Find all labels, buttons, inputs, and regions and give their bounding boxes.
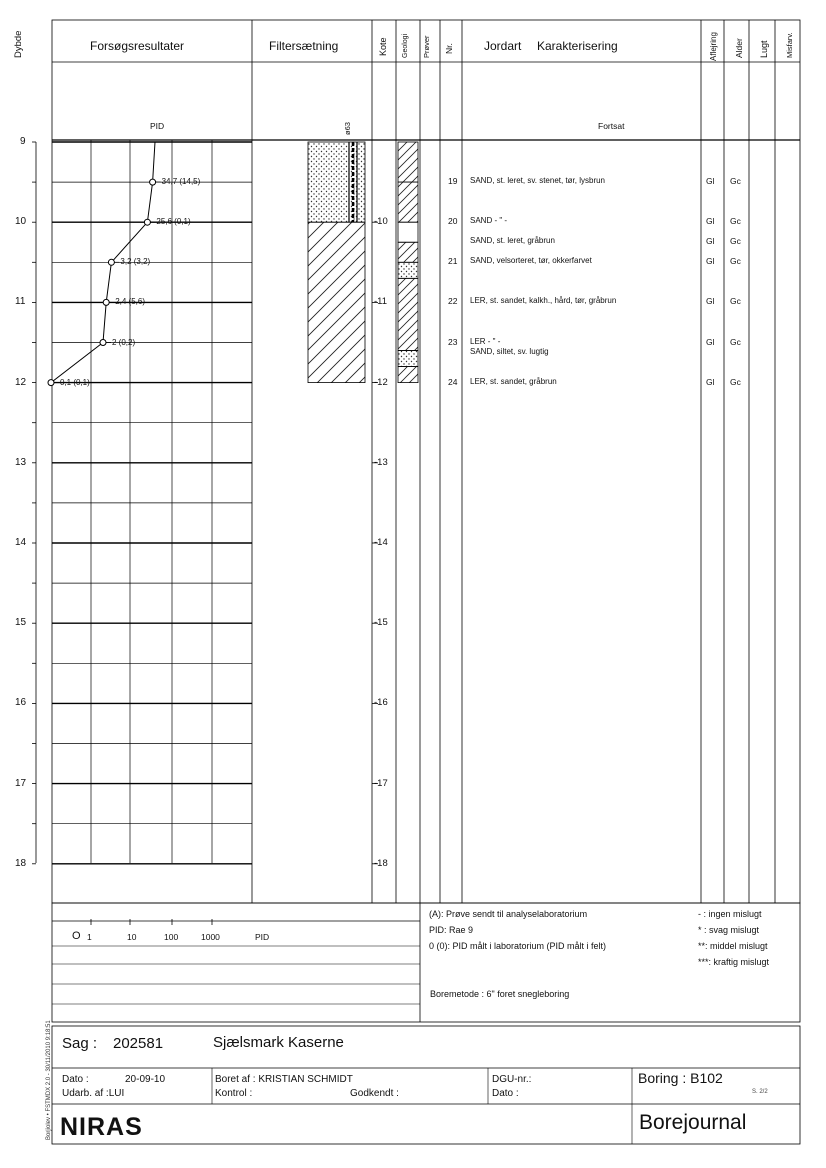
sample-aflejring: Gl	[706, 236, 715, 247]
legend-lugt-2: **: middel mislugt	[698, 941, 768, 951]
godkendt: Godkendt :	[350, 1088, 399, 1099]
kote-label: -10	[374, 216, 388, 228]
udarbejdet-af: Udarb. af :LUI	[62, 1088, 125, 1099]
dgu-nr: DGU-nr.:	[492, 1074, 532, 1085]
sample-alder: Gc	[730, 376, 741, 387]
header-forsoegsresultater: Forsøgsresultater	[90, 39, 185, 53]
depth-label: 17	[15, 777, 27, 789]
scale-tick-1: 1	[87, 932, 92, 942]
header-alder: Alder	[734, 38, 744, 58]
dato-value: 20-09-10	[125, 1074, 166, 1085]
sample-aflejring: Gl	[706, 256, 715, 267]
sample-nr: 21	[448, 256, 458, 267]
pid-point	[103, 299, 109, 305]
sample-nr: 22	[448, 296, 458, 307]
sample-alder: Gc	[730, 296, 741, 307]
niras-logo: NIRAS	[60, 1113, 143, 1141]
side-print-info: Borjiolev • FSTMDX 2.0 - 30/11/2010 9:18:51	[46, 1020, 52, 1140]
sample-aflejring: Gl	[706, 376, 715, 387]
boring-id: Boring : B102	[638, 1070, 723, 1086]
legend-lugt-0: - : ingen mislugt	[698, 909, 762, 919]
borejournal-title: Borejournal	[639, 1111, 747, 1134]
scale-tick-100: 100	[164, 932, 179, 942]
header-jordart: Jordart	[484, 39, 522, 53]
filter-clay-section	[308, 222, 365, 382]
geology-stratum	[398, 367, 418, 383]
sample-description: SAND, siltet, sv. lugtig	[470, 346, 549, 356]
legend-lugt-3: ***: kraftig mislugt	[698, 957, 770, 967]
depth-label: 14	[15, 537, 27, 548]
depth-label: 13	[15, 456, 27, 468]
boret-af: Boret af : KRISTIAN SCHMIDT	[215, 1074, 353, 1085]
kote-label: -11	[374, 296, 388, 308]
sample-aflejring: Gl	[706, 296, 715, 307]
sample-description: SAND, velsorteret, tør, okkerfarvet	[470, 256, 592, 266]
sample-aflejring: Gl	[706, 216, 715, 227]
sample-description: LER, st. sandet, gråbrun	[470, 376, 557, 386]
sample-nr: 23	[448, 336, 458, 347]
filter-diameter-label: ø63	[343, 122, 352, 135]
sample-aflejring: Gl	[706, 336, 715, 347]
header-lugt: Lugt	[759, 40, 769, 58]
header-geologi: Geologi	[402, 33, 409, 58]
sample-alder: Gc	[730, 336, 741, 347]
depth-label: 15	[15, 617, 27, 629]
kote-label: -15	[374, 617, 388, 629]
header-proever: Prøver	[422, 35, 431, 58]
geology-stratum	[398, 278, 418, 350]
kote-label: -14	[374, 537, 388, 548]
pid-point	[150, 179, 156, 185]
geology-stratum	[398, 182, 418, 222]
sample-description: SAND - " -	[470, 216, 508, 226]
sample-nr: 19	[448, 176, 458, 187]
sample-aflejring: Gl	[706, 176, 715, 187]
depth-label: 18	[15, 857, 27, 869]
pid-point	[48, 380, 54, 386]
sample-description: LER - " -	[470, 336, 501, 346]
scale-o: O	[72, 930, 81, 942]
scale-tick-10: 10	[127, 932, 137, 942]
sample-alder: Gc	[730, 236, 741, 247]
kote-label: -13	[374, 456, 388, 468]
legend-analyse: (A): Prøve sendt til analyselaboratorium	[429, 909, 588, 919]
header-kote: Kote	[378, 37, 388, 56]
sample-alder: Gc	[730, 256, 741, 267]
pid-point-label: 25,6 (0,1)	[156, 217, 191, 227]
geology-stratum	[398, 142, 418, 182]
fortsat-label: Fortsat	[598, 121, 625, 131]
pid-title: PID	[150, 121, 165, 131]
sag-label: Sag :	[62, 1035, 98, 1052]
dato-label: Dato :	[62, 1074, 89, 1085]
pid-point-label: 0,1 (0,1)	[60, 377, 90, 387]
legend-lugt-1: * : svag mislugt	[698, 925, 760, 935]
sample-nr: 24	[448, 376, 458, 387]
depth-label: 12	[15, 376, 27, 388]
geology-stratum	[398, 262, 418, 278]
page-number: S. 2/2	[752, 1089, 768, 1095]
sample-nr: 20	[448, 216, 458, 227]
depth-label: 9	[20, 136, 26, 147]
pid-point-label: 34,7 (14,5)	[161, 177, 201, 187]
header-filtersaetning: Filtersætning	[269, 39, 339, 53]
header-dybde: Dybde	[13, 30, 24, 58]
header-misfarv: Misfarv.	[785, 32, 794, 58]
pid-point	[100, 340, 106, 346]
kote-label: -12	[374, 376, 388, 388]
legend-boremetode: Boremetode : 6" foret snegleboring	[430, 989, 570, 999]
legend-pid-lab: 0 (0): PID målt i laboratorium (PID målt i felt)	[429, 941, 607, 951]
depth-label: 16	[15, 697, 27, 709]
pid-point	[144, 219, 150, 225]
sample-description: SAND, st. leret, sv. stenet, tør, lysbrun	[470, 176, 606, 186]
depth-label: 10	[15, 216, 27, 228]
kote-label: -18	[374, 857, 388, 869]
legend-pid-rate: PID: Rae 9	[429, 925, 474, 935]
header-karakterisering: Karakterisering	[537, 39, 618, 53]
pid-point-label: 2,4 (5,6)	[115, 297, 145, 307]
geology-stratum	[398, 222, 418, 242]
pid-point-label: 3,2 (3,2)	[120, 257, 151, 267]
project-title: Sjælsmark Kaserne	[213, 1034, 344, 1051]
dato-2: Dato :	[492, 1088, 519, 1099]
sag-number: 202581	[113, 1035, 164, 1052]
scale-tick-1000: 1000	[201, 932, 220, 942]
log-frame	[52, 20, 800, 903]
kontrol: Kontrol :	[215, 1088, 253, 1099]
scale-unit: PID	[255, 932, 270, 942]
kote-label: -17	[374, 777, 388, 789]
pid-point	[108, 259, 114, 265]
header-nr: Nr.	[444, 43, 454, 54]
sample-description: SAND, st. leret, gråbrun	[470, 236, 555, 246]
pid-point-label: 2 (0,2)	[112, 337, 136, 347]
header-aflejring: Aflejring	[709, 32, 718, 61]
geology-stratum	[398, 242, 418, 262]
sample-description: LER, st. sandet, kalkh., hård, tør, gråbrun	[470, 296, 617, 306]
geology-stratum	[398, 351, 418, 367]
depth-label: 11	[15, 296, 26, 308]
sample-alder: Gc	[730, 216, 741, 227]
kote-label: -16	[374, 697, 388, 709]
sample-alder: Gc	[730, 176, 741, 187]
